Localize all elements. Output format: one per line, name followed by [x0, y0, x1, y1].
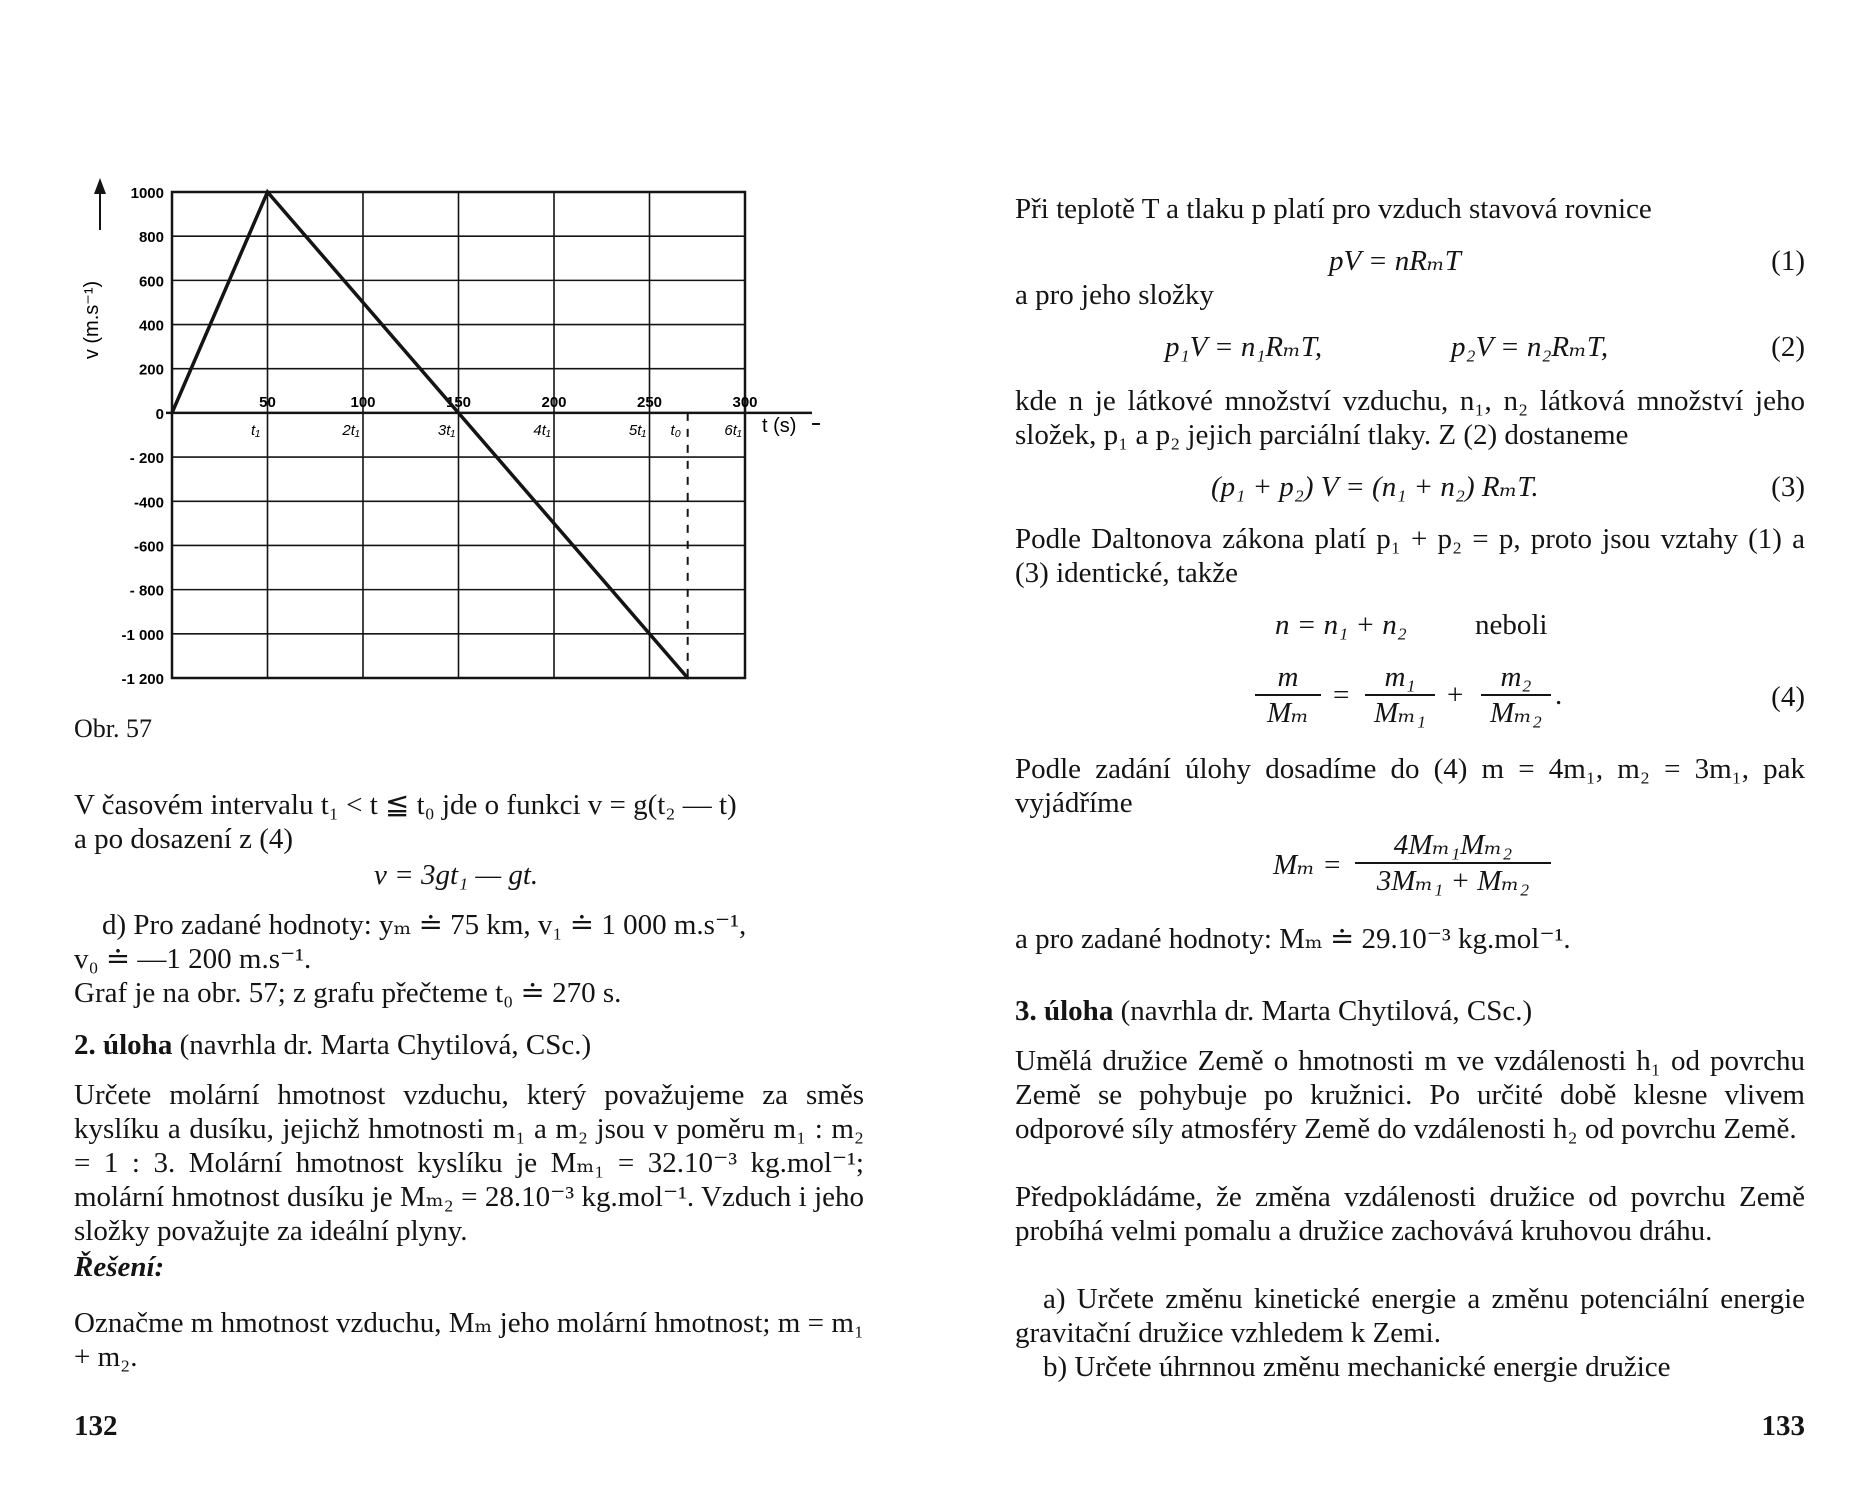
chart-series — [171, 191, 690, 680]
velocity-line — [172, 192, 688, 678]
t-label: 3t₁ — [437, 421, 456, 439]
fraction-molar-mass — [1355, 828, 1551, 898]
equation-4a: n = n₁ + n₂ — [1275, 609, 1407, 641]
equation-1: pV = nRₘT — [1329, 245, 1461, 277]
y-tick-label: -600 — [133, 538, 164, 556]
x-tick-label: 200 — [541, 393, 567, 411]
data-point — [266, 191, 269, 194]
x-tick-label: 50 — [259, 393, 276, 411]
task3-heading — [1015, 994, 1805, 1028]
t-label: t₁ — [251, 421, 260, 439]
x-tick-label: 100 — [350, 393, 376, 411]
task3-text: Umělá družice Země o hmotnosti m ve vzdálenosti h₁ od povrchu Země se pohybuje po kružnici. Po určité době klesne vlivem odporové síly atmosféry Země do vzdálenosti h₂ od povrchu Země. — [1015, 1045, 1805, 1145]
fraction-numerator: 4Mₘ₁Mₘ₂ — [1393, 829, 1513, 861]
t-label: 2t₁ — [342, 421, 360, 439]
y-tick-label: 1000 — [130, 185, 164, 202]
paragraph-result: a pro zadané hodnoty: Mₘ ≐ 29.10⁻³ kg.mol⁻¹. — [1015, 923, 1571, 955]
solution-heading: Řešení: — [74, 1251, 165, 1283]
fraction-m2-over-Mm2 — [1481, 660, 1551, 730]
chart-grid — [166, 192, 812, 678]
fraction-denominator: Mₘ₂ — [1481, 694, 1551, 730]
fraction-m-over-Mm — [1255, 660, 1321, 730]
paragraph-interval: V časovém intervalu t₁ < t ≦ t₀ jde o funkci v = g(t₂ — t) — [74, 789, 737, 821]
y-axis-arrowhead-icon — [94, 178, 106, 194]
chart-y-ticks — [121, 185, 164, 688]
data-point — [171, 411, 174, 414]
task3-text2: Předpokládáme, že změna vzdálenosti družice od povrchu Země probíhá velmi pomalu a družice zachovává kruhovou dráhu. — [1015, 1181, 1805, 1247]
task3-part-b: b) Určete úhrnnou změnu mechanické energie družice — [1043, 1351, 1671, 1383]
paragraph-substitution: a po dosazení z (4) — [74, 823, 294, 855]
task2-heading-author: (navrhla dr. Marta Chytilová, CSc.) — [172, 1029, 592, 1061]
x-tick-label: 250 — [636, 393, 663, 411]
paragraph-substitute: Podle zadání úlohy dosadíme do (4) m = 4m₁, m₂ = 3m₁, pak vyjádříme — [1015, 753, 1805, 819]
fraction-numerator: m₁ — [1384, 661, 1416, 693]
y-tick-label: 200 — [138, 361, 164, 379]
y-tick-label: 800 — [138, 229, 164, 247]
t-label: t₀ — [670, 421, 681, 439]
task2-heading — [74, 1028, 864, 1062]
paragraph-state-equation: Při teplotě T a tlaku p platí pro vzduch stavová rovnice — [1015, 193, 1652, 225]
x-tick-label: 300 — [732, 393, 758, 411]
y-tick-label: 0 — [155, 405, 164, 423]
y-tick-label: - 200 — [129, 450, 164, 468]
t-label: 6t₁ — [724, 421, 742, 439]
fraction-numerator: m — [1277, 661, 1299, 693]
solution-text: Označme m hmotnost vzduchu, Mₘ jeho molární hmotnost; m = m₁ + m₂. — [74, 1307, 864, 1373]
y-tick-label: 400 — [138, 317, 164, 335]
fraction-denominator: Mₘ — [1255, 694, 1321, 730]
equation-4a-word: neboli — [1475, 609, 1548, 641]
paragraph-definitions: kde n je látkové množství vzduchu, n₁, n₂ látková množství jeho složek, p₁ a p₂ jejich parciální tlaky. Z (2) dostaneme — [1015, 385, 1805, 451]
x-tick-label: 150 — [445, 393, 472, 411]
equals-sign: = — [1333, 679, 1350, 711]
fraction-numerator: m₂ — [1500, 661, 1532, 693]
period: . — [1555, 679, 1563, 711]
chart-x-ticks — [259, 394, 757, 411]
page-number-left: 132 — [74, 1410, 118, 1442]
y-tick-label: -1 200 — [121, 671, 164, 688]
plus-sign: + — [1447, 679, 1464, 711]
paragraph-dalton: Podle Daltonova zákona platí p₁ + p₂ = p, proto jsou vztahy (1) a (3) identické, takže — [1015, 523, 1805, 589]
y-tick-label: 600 — [138, 273, 164, 291]
paragraph-d-line3: Graf je na obr. 57; z grafu přečteme t₀ ≐ 270 s. — [74, 977, 622, 1009]
t-label: 4t₁ — [533, 421, 551, 439]
x-axis-label: t (s) — [762, 415, 797, 437]
y-tick-label: -1 000 — [121, 626, 164, 644]
t-label: 5t₁ — [628, 421, 647, 439]
fraction-denominator: Mₘ₁ — [1365, 694, 1435, 730]
task3-heading-author: (navrhla dr. Marta Chytilová, CSc.) — [1113, 995, 1533, 1027]
equation-3: (p₁ + p₂) V = (n₁ + n₂) RₘT. — [1211, 471, 1539, 503]
fraction-denominator: 3Mₘ₁ + Mₘ₂ — [1355, 862, 1551, 898]
task2-heading-number: 2. úloha — [74, 1029, 173, 1061]
chart-t-labels — [251, 422, 742, 439]
paragraph-d-line1: d) Pro zadané hodnoty: yₘ ≐ 75 km, v₁ ≐ 1 000 m.s⁻¹, — [102, 909, 747, 941]
equation-2-number: (2) — [1771, 331, 1805, 363]
task3-part-a: a) Určete změnu kinetické energie a změnu potenciální energie gravitační družice vzhledem k Zemi. — [1015, 1283, 1805, 1349]
paragraph-d-line2: v₀ ≐ —1 200 m.s⁻¹. — [74, 943, 312, 975]
task3-heading-number: 3. úloha — [1015, 995, 1114, 1027]
page-number-right: 133 — [1761, 1410, 1805, 1442]
task2-text: Určete molární hmotnost vzduchu, který považujeme za směs kyslíku a dusíku, jejichž hmotnosti m₁ a m₂ jsou v poměru m₁ : m₂ = 1 : 3. Molární hmotnost kyslíku je Mₘ₁ = 32.10⁻³ kg.mol⁻¹; molární hmotnost dusíku je Mₘ₂ = 28.10⁻³ kg.mol⁻¹. Vzduch i jeho složky považujte za ideální plyny. — [74, 1079, 864, 1247]
equation-2b: p₂V = n₂RₘT, — [1451, 331, 1609, 363]
figure-caption: Obr. 57 — [74, 714, 152, 743]
equation-4-number: (4) — [1771, 681, 1805, 713]
y-tick-label: - 800 — [129, 582, 164, 600]
equation-2a: p₁V = n₁RₘT, — [1165, 331, 1323, 363]
y-tick-label: -400 — [133, 494, 164, 512]
paragraph-components: a pro jeho složky — [1015, 279, 1214, 311]
fraction-m1-over-Mm1 — [1365, 660, 1435, 730]
equation-3-number: (3) — [1771, 471, 1805, 503]
velocity-time-chart — [0, 170, 820, 690]
equation-v: v = 3gt₁ — gt. — [374, 859, 539, 891]
equation-5-lhs: Mₘ = — [1273, 849, 1342, 881]
equation-1-number: (1) — [1771, 245, 1805, 277]
y-axis-label: v (m.s⁻¹) — [81, 280, 103, 360]
